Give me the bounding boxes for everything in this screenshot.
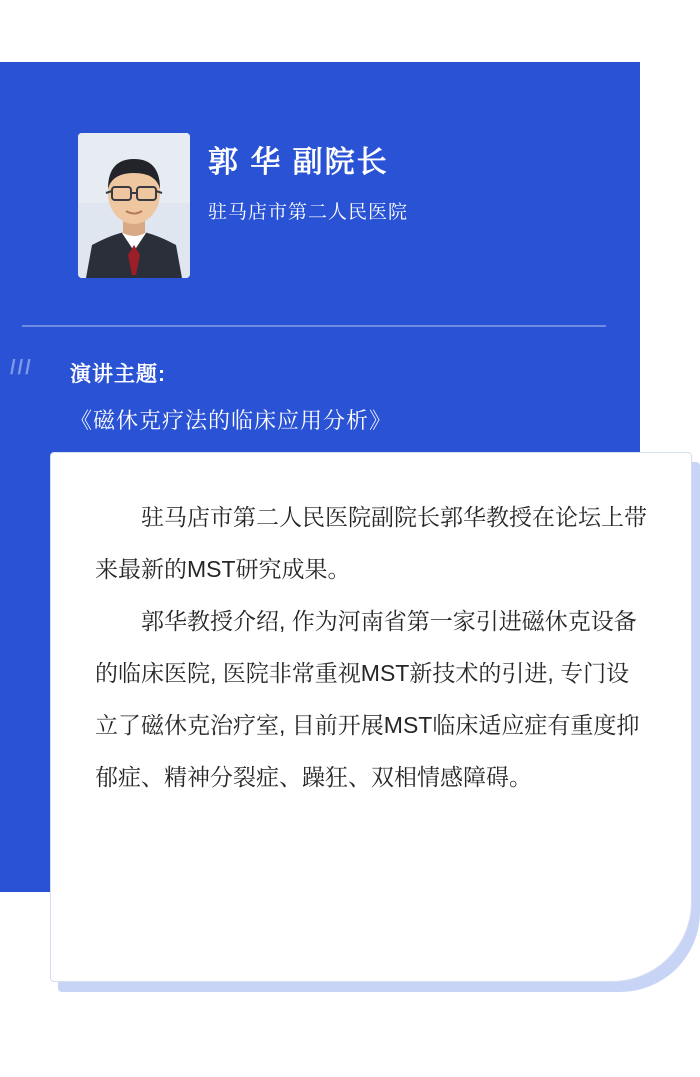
- topic-label: 演讲主题:: [70, 363, 166, 386]
- speaker-name: 郭 华 副院长: [208, 146, 389, 179]
- section-divider: [22, 325, 606, 327]
- speaker-text: [208, 143, 408, 227]
- article-paragraph: 郭华教授介绍, 作为河南省第一家引进磁休克设备的临床医院, 医院非常重视MST新技术的引进, 专门设立了磁休克治疗室, 目前开展MST临床适应症有重度抑郁症、精神分裂症、躁狂、双相情感障碍。: [95, 608, 640, 790]
- content-card: [50, 452, 692, 982]
- speaker-organization: 驻马店市第二人民医院: [208, 202, 409, 223]
- speaker-portrait-photo: [78, 133, 190, 278]
- speaker-block: [78, 133, 598, 278]
- topic-title: 《磁休克疗法的临床应用分析》: [70, 408, 393, 433]
- slash-decoration-icon: ///: [10, 357, 33, 379]
- article-paragraph: 驻马店市第二人民医院副院长郭华教授在论坛上带来最新的MST研究成果。: [95, 504, 647, 582]
